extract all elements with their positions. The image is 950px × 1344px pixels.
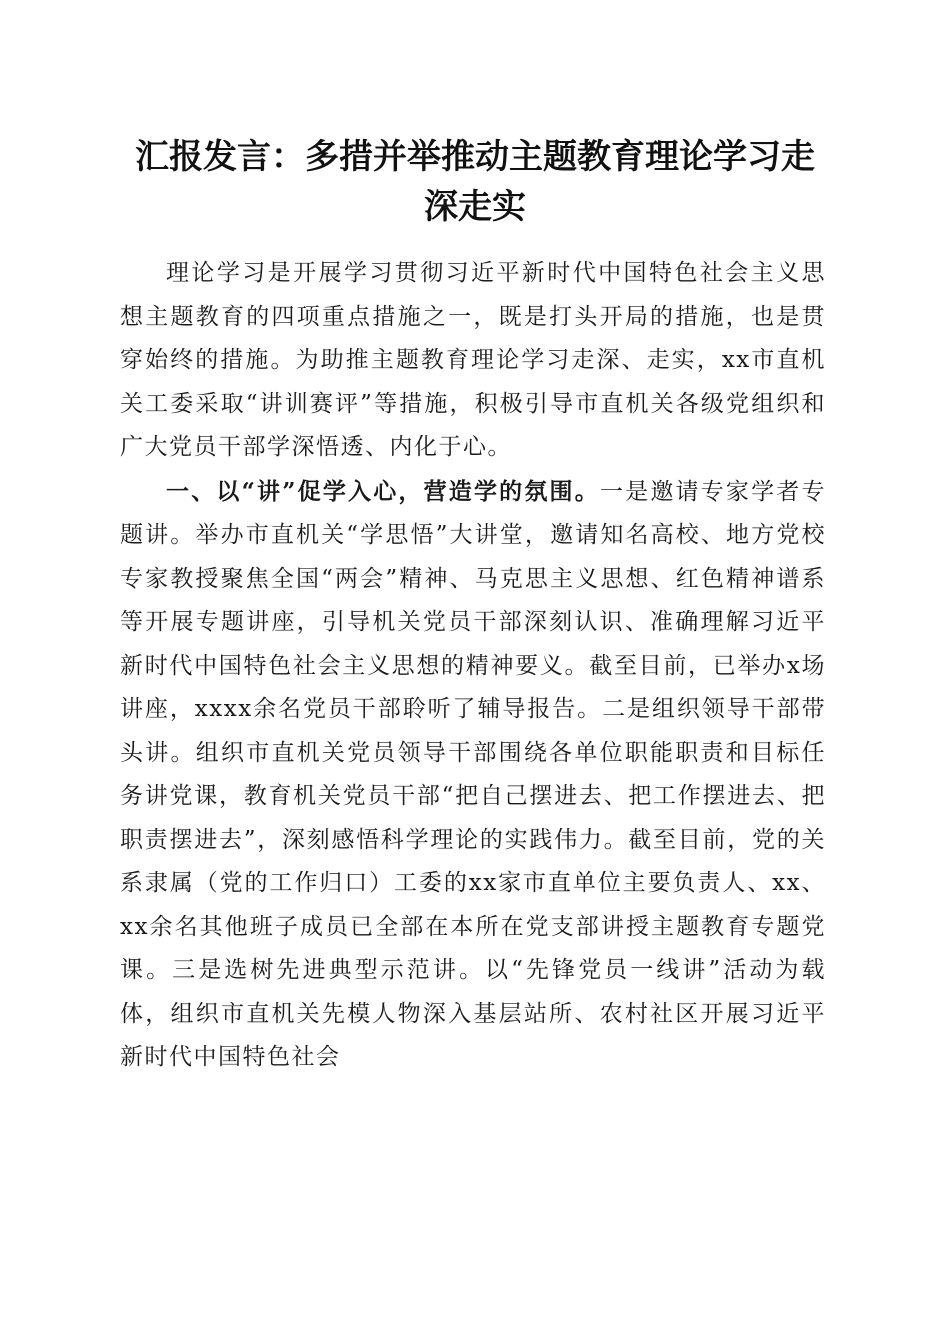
- section-one-paragraph: [120, 470, 826, 1080]
- document-title: 汇报发言：多措并举推动主题教育理论学习走深走实: [135, 137, 815, 227]
- document-body: [120, 252, 826, 1080]
- intro-paragraph: [120, 252, 826, 470]
- section-one-heading: 一、以“讲”促学入心，营造学的氛围。: [166, 477, 600, 505]
- section-one-text: 一是邀请专家学者专题讲。举办市直机关“学思悟”大讲堂，邀请知名高校、地方党校专家教授聚焦全国“两会”精神、马克思主义思想、红色精神谱系等开展专题讲座，引导机关党员干部深刻认识、准确理解习近平新时代中国特色社会主义思想的精神要义。截至目前，已举办x场讲座，xxxx余名党员干部聆听了辅导报告。二是组织领导干部带头讲。组织市直机关党员领导干部围绕各单位职能职责和目标任务讲党课，教育机关党员干部“把自己摆进去、把工作摆进去、把职责摆进去”，深刻感悟科学理论的实践伟力。截至目前，党的关系隶属（党的工作归口）工委的xx家市直单位主要负责人、xx、xx余名其他班子成员已全部在本所在党支部讲授主题教育专题党课。三是选树先进典型示范讲。以“先锋党员一线讲”活动为载体，组织市直机关先模人物深入基层站所、农村社区开展习近平新时代中国特色社会: [120, 478, 827, 1070]
- intro-paragraph-text: 理论学习是开展学习贯彻习近平新时代中国特色社会主义思想主题教育的四项重点措施之一，既是打头开局的措施，也是贯穿始终的措施。为助推主题教育理论学习走深、走实，xx市直机关工委采取“讲训赛评”等措施，积极引导市直机关各级党组织和广大党员干部学深悟透、内化于心。: [120, 260, 826, 460]
